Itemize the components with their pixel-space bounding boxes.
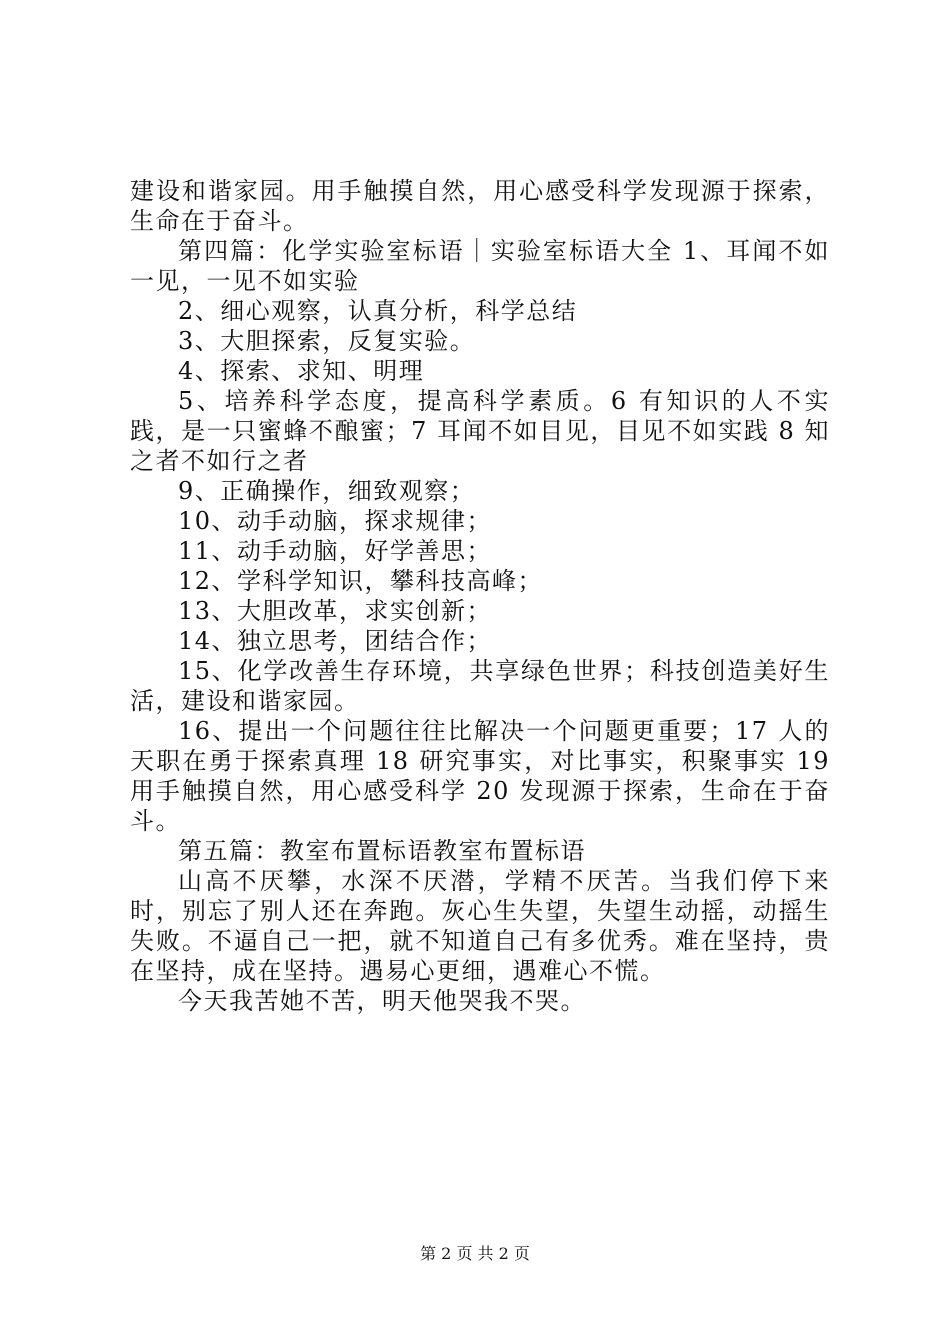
paragraph: 今天我苦她不苦，明天他哭我不哭。 — [178, 987, 586, 1015]
paragraph: 13、大胆改革，求实创新； — [178, 597, 493, 625]
paragraph: 5、培养科学态度，提高科学素质。6 有知识的人不实践，是一只蜜蜂不酿蜜；7 耳闻不如目见，目见不如实践 8 知之者不如行之者 — [130, 387, 830, 475]
page-number-footer: 第 2 页 共 2 页 — [420, 1244, 530, 1263]
paragraph: 16、提出一个问题往往比解决一个问题更重要；17 人的天职在勇于探索真理 18 研究事实，对比事实，积聚事实 19 用手触摸自然，用心感受科学 20 发现源于探索，生命在于奋斗。 — [130, 717, 830, 835]
paragraph: 9、正确操作，细致观察； — [178, 477, 476, 505]
paragraph: 11、动手动脑，好学善思； — [178, 537, 493, 565]
section-heading: 第五篇：教室布置标语教室布置标语 — [178, 837, 586, 865]
paragraph: 建设和谐家园。用手触摸自然，用心感受科学发现源于探索，生命在于奋斗。 — [130, 177, 830, 235]
paragraph: 3、大胆探索，反复实验。 — [178, 327, 476, 355]
paragraph: 15、化学改善生存环境，共享绿色世界；科技创造美好生活，建设和谐家园。 — [130, 657, 830, 715]
paragraph: 第四篇：化学实验室标语｜实验室标语大全 1、耳闻不如一见，一见不如实验 — [130, 237, 830, 295]
document-body — [130, 176, 830, 1016]
paragraph: 12、学科学知识，攀科技高峰； — [178, 567, 544, 595]
paragraph: 2、细心观察，认真分析，科学总结 — [178, 297, 578, 325]
paragraph: 10、动手动脑，探求规律； — [178, 507, 493, 535]
paragraph: 山高不厌攀，水深不厌潜，学精不厌苦。当我们停下来时，别忘了别人还在奔跑。灰心生失望，失望生动摇，动摇生失败。不逼自己一把，就不知道自己有多优秀。难在坚持，贵在坚持，成在坚持。遇易心更细，遇难心不慌。 — [130, 867, 830, 985]
paragraph: 14、独立思考，团结合作； — [178, 627, 493, 655]
paragraph: 4、探索、求知、明理 — [178, 357, 425, 385]
